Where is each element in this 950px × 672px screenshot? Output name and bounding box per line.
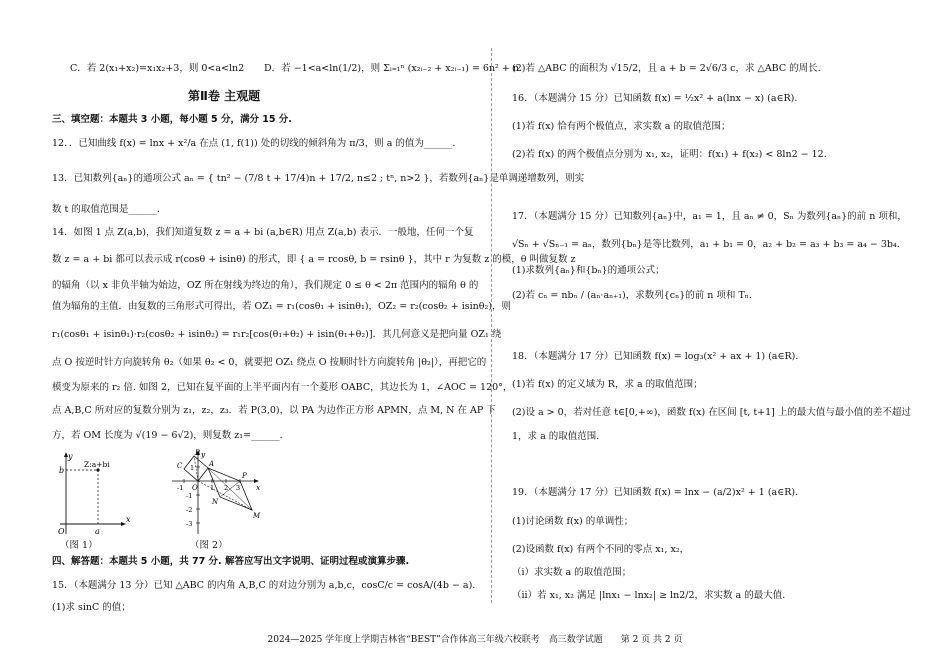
question-19-part1: (1)讨论函数 f(x) 的单调性； <box>512 516 634 527</box>
question-18-part2: (2)设 a > 0，若对任意 t∈[0,+∞)，函数 f(x) 在区间 [t, t+1] 上的最大值与最小值的差不超过 <box>512 407 911 418</box>
fig2-caption: （图 2） <box>190 540 228 551</box>
question-14-line5: r₁(cosθ₁ + isinθ₁)·r₂(cosθ₂ + isinθ₂) = r₁r₂[cos(θ₁+θ₂) + isin(θ₁+θ₂)]．其几何意义是把向量 OZ₁ 绕 <box>52 329 502 340</box>
fig1-x-label: x <box>126 515 131 524</box>
question-18-line1: 18．（本题满分 17 分）已知函数 f(x) = log₃(x² + ax + 1) (a∈R). <box>512 351 799 362</box>
question-14-line7: 模变为原来的 r₂ 倍. 如图 2，已知在复平面的上半平面内有一个菱形 OABC，其边长为 1，∠AOC = 120°， <box>52 382 513 393</box>
question-17-part1: (1)求数列{aₙ}和{bₙ}的通项公式； <box>512 265 665 276</box>
fig2-tick-x-neg1: -1 <box>177 484 184 492</box>
figure-2 <box>170 448 262 536</box>
fig2-x-label: x <box>256 483 261 492</box>
question-13-line1: 13．已知数列{aₙ}的通项公式 aₙ = { tn² − (7/8 t + 17/4)n + 17/2, n≤2 ; tⁿ, n>2 }，若数列{aₙ}是单调递增数列，则实 <box>52 173 585 184</box>
fig2-tick-x-3: 3 <box>236 484 241 492</box>
fig2-tick-x-2: 2 <box>224 484 229 492</box>
question-15-part1: (1)求 sinC 的值； <box>52 602 131 613</box>
question-14-line1: 14．如图 1 点 Z(a,b)，我们知道复数 z = a + bi (a,b∈R) 用点 Z(a,b) 表示．一般地，任何一个复 <box>52 227 474 238</box>
question-18-part2-cont: 1，求 a 的取值范围. <box>512 431 600 442</box>
question-16-line1: 16．（本题满分 15 分）已知函数 f(x) = ½x² + a(lnx − x) (a∈R). <box>512 93 798 104</box>
fig2-tick-y-neg3: -3 <box>186 520 193 528</box>
question-14-line8: 点 A,B,C 所对应的复数分别为 z₁，z₂，z₃．若 P(3,0)，以 PA 为边作正方形 APMN，点 M, N 在 AP 下 <box>52 405 496 416</box>
question-18-part1: (1)若 f(x) 的定义域为 R，求 a 的取值范围； <box>512 379 703 390</box>
option-d: D．若 −1<a<ln(1/2)，则 Σᵢ₌₁ⁿ (x₂ᵢ₋₂ + x₂ᵢ₋₁) = 6n² + n <box>264 63 519 74</box>
question-17-line1: 17．（本题满分 15 分）已知数列{aₙ}中，a₁ = 1，且 aₙ ≠ 0，Sₙ 为数列{aₙ}的前 n 项和， <box>512 211 907 222</box>
question-19-part2-i: （i）求实数 a 的取值范围； <box>512 567 632 578</box>
fig2-y-label: y <box>201 450 206 459</box>
question-14-line9: 方，若 OM 长度为 √(19 − 6√2)，则复数 z₁=______. <box>52 430 283 441</box>
fig1-a-label: a <box>95 527 100 536</box>
right-column <box>512 0 912 630</box>
question-16-part1: (1)若 f(x) 恰有两个极值点，求实数 a 的取值范围； <box>512 121 731 132</box>
question-17-line2: √Sₙ + √Sₙ₋₁ = aₙ，数列{bₙ}是等比数列，a₁ + b₁ = 0，a₂ + b₂ = a₃ + b₃ = a₄ − 3b₄. <box>512 239 900 250</box>
question-19-part2: (2)设函数 f(x) 有两个不同的零点 x₁, x₂， <box>512 544 690 555</box>
fig2-tick-x-1: 1 <box>210 484 215 492</box>
fig2-point-a: A <box>209 460 215 468</box>
part2-title: 第Ⅱ卷 主观题 <box>188 89 261 103</box>
section4-header: 四、解答题：本题共 5 小题，共 77 分. 解答应写出文字说明、证明过程或演算步骤. <box>52 556 410 567</box>
figure-1 <box>52 450 132 538</box>
question-19-part2-ii: （ii）若 x₁, x₂ 满足 |lnx₁ − lnx₂| ≥ ln2/2，求实数 a 的最大值. <box>512 590 786 601</box>
fig1-b-label: b <box>59 466 65 475</box>
fig2-tick-y-neg2: -2 <box>186 506 193 514</box>
question-14-line6: 点 O 按逆时针方向旋转角 θ₂（如果 θ₂ < 0，就要把 OZ₁ 绕点 O 按顺时针方向旋转角 |θ₂|），再把它的 <box>52 357 487 368</box>
fig2-tick-y-1: 1 <box>190 464 195 472</box>
question-13-line2: 数 t 的取值范围是______. <box>52 204 160 215</box>
question-15-part2: (2)若 △ABC 的面积为 √15/2，且 a + b = 2√6/3 c，求 △ABC 的周长. <box>512 63 821 74</box>
section3-header: 三、填空题：本题共 3 小题，每小题 5 分，满分 15 分. <box>52 114 292 125</box>
fig1-y-label: y <box>68 452 73 461</box>
fig2-tick-y-neg1: -1 <box>186 492 193 500</box>
question-12: 12．．已知曲线 f(x) = lnx + x²/a 在点 (1, f(1)) 处的切线的倾斜角为 π/3，则 a 的值为______. <box>52 138 456 149</box>
question-14-line3: 的辐角（以 x 非负半轴为始边，OZ 所在射线为终边的角），我们规定 0 ≤ θ < 2π 范围内的辐角 θ 的 <box>52 280 479 291</box>
question-14-line4: 值为辐角的主值．由复数的三角形式可得出，若 OZ₁ = r₁(cosθ₁ + isinθ₁)，OZ₂ = r₂(cosθ₂ + isinθ₂)，则 <box>52 301 512 312</box>
fig2-point-m: M <box>253 512 261 520</box>
page-footer: 2024—2025 学年度上学期吉林省“BEST”合作体高三年级六校联考 高三数学试题 第 2 页 共 2 页 <box>267 635 683 645</box>
option-c: C．若 2(x₁+x₂)=x₁x₂+3，则 0<a<ln2 <box>70 63 245 74</box>
fig2-point-c: C <box>177 462 183 470</box>
fig1-caption: （图 1） <box>60 540 98 551</box>
question-16-part2: (2)若 f(x) 的两个极值点分别为 x₁, x₂，证明：f(x₁) + f(x₂) < 8ln2 − 12. <box>512 149 827 160</box>
fig2-point-b: B <box>195 449 201 457</box>
fig2-point-n: N <box>212 498 219 506</box>
fig2-origin-label: O <box>192 484 198 492</box>
question-19-line1: 19．（本题满分 17 分）已知函数 f(x) = lnx − (a/2)x² + 1 (a∈R). <box>512 487 799 498</box>
fig2-point-p: P <box>242 472 247 480</box>
question-17-part2: (2)若 cₙ = nbₙ / (aₙ·aₙ₊₁)，求数列{cₙ}的前 n 项和 Tₙ. <box>512 290 752 301</box>
fig1-z-label: Z:a+bi <box>84 460 110 469</box>
fig1-origin-label: O <box>58 527 65 536</box>
column-divider <box>491 48 492 603</box>
question-15-line1: 15．（本题满分 13 分）已知 △ABC 的内角 A,B,C 的对边分别为 a,b,c，cosC/c = cosA/(4b − a). <box>52 580 476 591</box>
question-14-line2: 数 z = a + bi 都可以表示成 r(cosθ + isinθ) 的形式，即 { a = rcosθ, b = rsinθ }，其中 r 为复数 z 的模，θ 叫做复数 z <box>52 254 576 265</box>
